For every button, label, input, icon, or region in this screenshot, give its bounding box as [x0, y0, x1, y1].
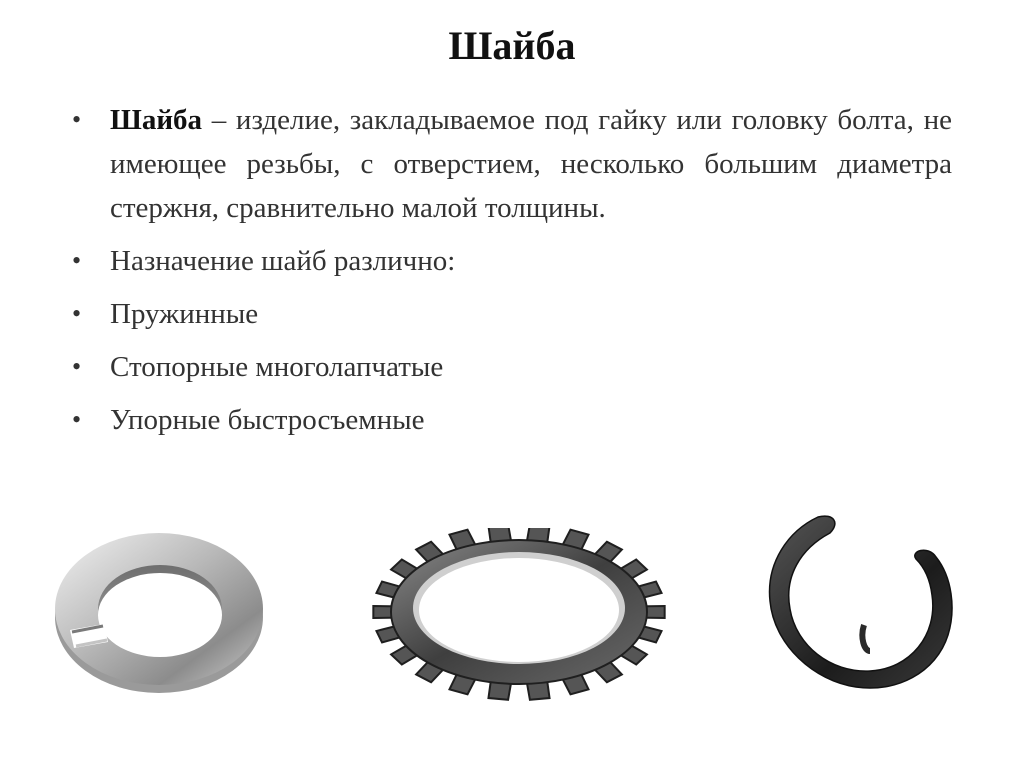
e-clip-image	[760, 505, 960, 693]
slide-title: Шайба	[448, 23, 576, 68]
definition-text: – изделие, закладываемое под гайку или головку болта, не имеющее резьбы, с отверстием, несколько большим диаметра стержня, сравнительно малой толщины.	[110, 104, 952, 224]
bullet-marker: •	[72, 105, 82, 134]
bullet-list	[68, 98, 952, 451]
bullet-marker: •	[72, 405, 82, 434]
bullet-marker: •	[72, 299, 82, 328]
bullet-item-purpose	[68, 239, 952, 283]
bullet-text: Упорные быстросъемные	[110, 404, 425, 436]
bullet-text: Пружинные	[110, 298, 259, 330]
spring-washer-image	[48, 520, 270, 698]
bullet-item-retaining	[68, 398, 952, 442]
bullet-item-spring	[68, 292, 952, 336]
definition-term: Шайба	[110, 104, 203, 136]
lock-washer-image	[372, 528, 666, 704]
bullet-marker: •	[72, 352, 82, 381]
bullet-text: Назначение шайб различно:	[110, 245, 456, 277]
bullet-text: Стопорные многолапчатые	[110, 351, 444, 383]
bullet-item-definition	[68, 98, 952, 230]
bullet-marker: •	[72, 246, 82, 275]
bullet-item-lock	[68, 345, 952, 389]
